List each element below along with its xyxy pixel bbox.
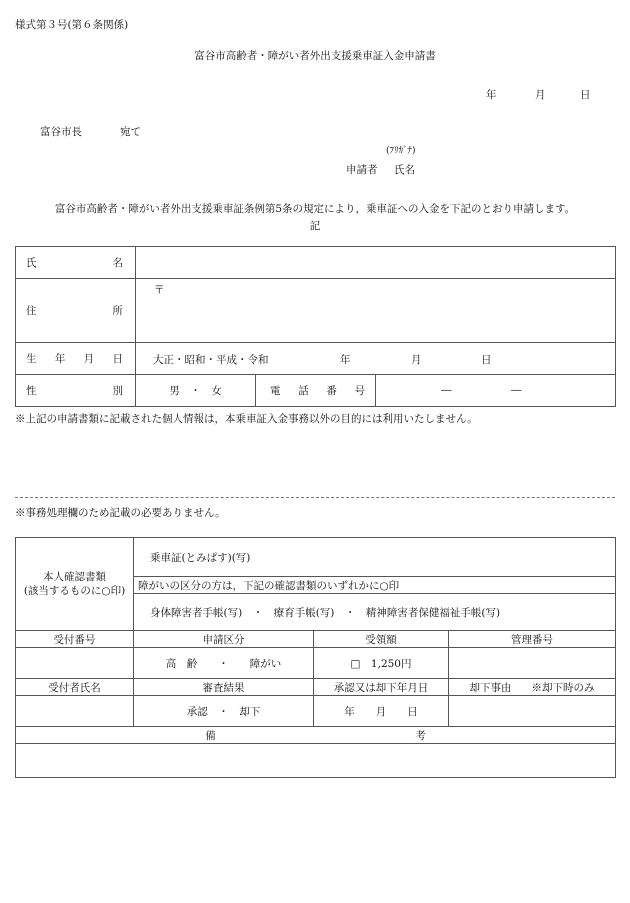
applicant-name-label: 氏名 [394,164,415,176]
remarks-header: 備 考 [16,727,616,744]
form-number: 様式第３号(第６条関係) [15,19,129,31]
doc-tomipass[interactable]: 乗車証(とみぱす)(写) [134,538,616,577]
addressee-name: 富谷市長 [40,126,82,138]
birthdate-header: 生 年 月 日 [16,343,136,375]
address-header: 住 所 [16,279,136,343]
date-month-label: 月 [535,89,546,101]
privacy-note: ※上記の申請書類に記載された個人情報は，本乗車証入金事務以外の目的には利用いたしません。 [15,413,478,425]
id-docs-header: 本人確認書類 (該当するものに○印) [16,538,134,631]
name-header: 氏 名 [16,247,136,279]
review-options[interactable]: 承認 ・ 却下 [134,696,314,727]
era-options: 大正・昭和・平成・令和 [153,354,269,366]
statement: 富谷市高齢者・障がい者外出支援乗車証条例第5条の規定により，乗車証への入金を下記のとおり申請します。 [54,203,576,215]
review-header: 審査結果 [134,679,314,696]
amount-option[interactable]: □ 1,250円 [314,648,449,679]
receiver-header: 受付者氏名 [16,679,134,696]
approval-date-header: 承認又は却下年月日 [314,679,449,696]
amount-header: 受領額 [314,631,449,648]
receipt-no-header: 受付番号 [16,631,134,648]
birthdate-field[interactable] [136,343,616,375]
address-row [16,279,616,343]
office-note: ※事務処理欄のため記載の必要ありません。 [15,507,226,519]
name-row [16,247,616,279]
date-year-label: 年 [486,89,497,101]
approval-date-field[interactable]: 年 月 日 [314,696,449,727]
sex-header: 性 別 [16,375,136,407]
addressee-suffix: 宛て [120,126,141,138]
phone-dash-2: ― [511,384,522,396]
manage-no-header: 管理番号 [449,631,616,648]
birthdate-row [16,343,616,375]
birth-year-label: 年 [340,354,351,366]
postal-mark: 〒 [154,284,165,296]
doc-disability-options[interactable]: 身体障害者手帳(写) ・ 療育手帳(写) ・ 精神障害者保健福祉手帳(写) [134,594,616,631]
phone-dash-1: ― [441,384,452,396]
applicant-info-table [15,246,616,407]
receipt-no-field[interactable] [16,648,134,679]
form-title: 富谷市高齢者・障がい者外出支援乗車証入金申請書 [194,50,436,62]
office-use-table [15,537,616,778]
category-header: 申請区分 [134,631,314,648]
manage-no-field[interactable] [449,648,616,679]
doc-disability-instruction: 障がいの区分の方は，下記の確認書類のいずれかに○印 [134,577,616,594]
birth-month-label: 月 [411,354,422,366]
date-day-label: 日 [580,89,591,101]
sex-options[interactable]: 男 ・ 女 [136,375,256,407]
ki-label: 記 [309,220,321,232]
remarks-field[interactable] [16,744,616,778]
reject-reason-field[interactable] [449,696,616,727]
phone-header: 電 話 番 号 [256,375,376,407]
furigana-label: (ﾌﾘｶﾞﾅ) [386,146,416,156]
category-options[interactable]: 高 齢 ・ 障がい [134,648,314,679]
birth-day-label: 日 [481,354,492,366]
phone-field[interactable] [376,375,616,407]
cut-line [15,497,615,498]
address-field[interactable] [136,279,616,343]
sex-phone-row [16,375,616,407]
name-field[interactable] [136,247,616,279]
receiver-field[interactable] [16,696,134,727]
applicant-label: 申請者 [346,164,378,176]
reject-reason-header: 却下事由 ※却下時のみ [449,679,616,696]
